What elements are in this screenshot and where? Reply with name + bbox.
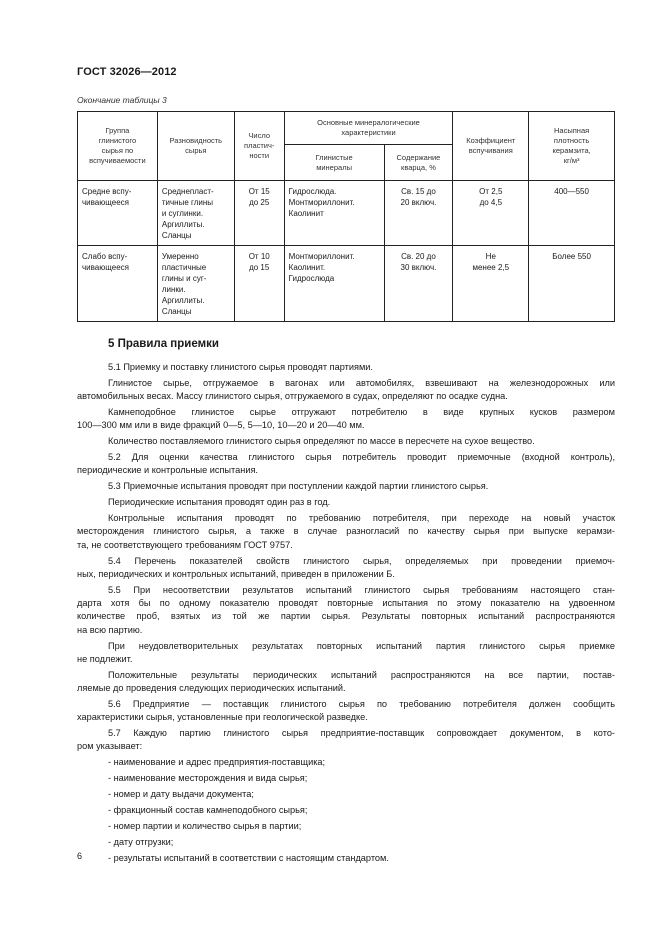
cell-line: Сланцы	[161, 307, 192, 316]
cell-line: Более 550	[552, 252, 591, 261]
text-line: 5.5 При несоответствии результатов испытаний глинистого сырья требованиям настоящего стан-	[108, 584, 615, 595]
section-title: 5 Правила приемки	[108, 338, 219, 350]
text-line: ляемые до проведения следующих периодических испытаний.	[77, 683, 346, 694]
text-line: - дату отгрузки;	[108, 836, 174, 847]
document-header: ГОСТ 32026—2012	[77, 66, 177, 78]
cell-line: Св. 20 до	[401, 252, 436, 261]
cell-line: характеристики	[341, 128, 396, 137]
cell-line: От 2,5	[479, 187, 503, 196]
text-line: 5.6 Предприятие — поставщик глинистого сырья по требованию потребителя должен сообщить	[108, 698, 615, 709]
cell-line: Аргиллиты.	[161, 296, 205, 305]
text-line: месторождения глинистого сырья, а также в случае разногласий по качеству сырья при выпуске керамзи-	[77, 526, 615, 537]
cell-line: Аргиллиты.	[161, 220, 205, 229]
text-line: Периодические испытания проводят один раз в год.	[108, 497, 331, 508]
cell-group	[78, 246, 158, 322]
text-line: дарта хотя бы по одному показателю проводят повторные испытания по этому показателю на удвоенном	[77, 598, 615, 609]
cell-clay-minerals	[284, 246, 384, 322]
text-line: количестве проб, взятых из той же партии сырья. Результаты повторных испытаний распространяются	[77, 611, 615, 622]
cell-coefficient	[453, 246, 529, 322]
cell-line: 20 включ.	[400, 198, 437, 207]
header-variety	[157, 112, 234, 181]
table-caption: Окончание таблицы 3	[77, 95, 167, 105]
text-line: Глинистое сырье, отгружаемое в вагонах или автомобилях, взвешивают на железнодорожных или	[108, 377, 615, 388]
text-line: 5.2 Для оценки качества глинистого сырья потребитель проводит приемочные (входной контроль),	[108, 452, 615, 463]
cell-line: 400—550	[554, 187, 589, 196]
cell-line: Гидрослюда	[288, 274, 335, 283]
cell-line: тичные глины	[161, 198, 214, 207]
cell-line: Не	[485, 252, 496, 261]
cell-line: Умеренно	[161, 252, 199, 261]
cell-line: Монтмориллонит.	[288, 252, 355, 261]
cell-line: сырья по	[101, 146, 134, 155]
cell-variety	[157, 246, 234, 322]
header-coefficient	[453, 112, 529, 181]
text-line: та, не соответствующего требованиям ГОСТ 9757.	[77, 539, 293, 550]
cell-line: Сланцы	[161, 231, 192, 240]
cell-line: глинистого	[98, 136, 137, 145]
cell-line: вспучиваемости	[89, 156, 146, 165]
table-row	[78, 246, 615, 322]
text-line: автомобильных весах. Массу глинистого сырья, отгружаемого в судах, определяют по осадке судна.	[77, 391, 508, 402]
cell-line: глины и суг-	[161, 274, 207, 283]
cell-line: От 15	[248, 187, 270, 196]
cell-line: Насыпная	[554, 126, 590, 135]
cell-line: Средне вспу-	[82, 187, 132, 196]
text-line: - наименование и адрес предприятия-поставщика;	[108, 757, 326, 768]
cell-line: Группа	[105, 126, 130, 135]
text-line: Контрольные испытания проводят по требованию потребителя, при переходе на новый участок	[108, 513, 615, 524]
text-line: характеристики сырья, установленные при геологической разведке.	[77, 712, 368, 723]
text-line: ром указывает:	[77, 741, 143, 752]
cell-line: до 4,5	[479, 198, 503, 207]
cell-line: Среднепласт-	[161, 187, 214, 196]
text-line: Камнеподобное глинистое сырье отгружают потребителю в виде крупных кусков размером	[108, 407, 615, 418]
cell-line: ности	[249, 151, 270, 160]
cell-line: минералы	[316, 162, 352, 172]
cell-plasticity	[234, 181, 284, 246]
cell-plasticity	[234, 246, 284, 322]
cell-group	[78, 181, 158, 246]
text-line: - фракционный состав камнеподобного сырья;	[108, 805, 308, 815]
cell-line: Каолинит.	[288, 263, 326, 272]
header-density	[529, 112, 615, 181]
cell-line: Глинистые	[315, 152, 353, 162]
cell-density	[529, 246, 615, 322]
text-line: - номер партии и количество сырья в партии;	[108, 820, 302, 831]
text-line: Количество поставляемого глинистого сырья определяют по массе в пересчете на сухое вещество.	[108, 436, 535, 447]
cell-line: Монтмориллонит.	[288, 198, 355, 207]
page-number: 6	[77, 851, 83, 861]
cell-density	[529, 181, 615, 246]
text-line: При неудовлетворительных результатах повторных испытаний партия глинистого сырья приемке	[108, 640, 615, 651]
text-line: ных, периодических и контрольных испытаний, приведен в приложении Б.	[77, 568, 395, 579]
cell-line: Слабо вспу-	[82, 252, 128, 261]
cell-line: Гидрослюда.	[288, 187, 337, 196]
cell-line: керамзита,	[552, 146, 591, 155]
cell-line: Разновидность	[169, 136, 223, 145]
cell-line: 30 включ.	[400, 263, 437, 272]
cell-quartz	[384, 181, 453, 246]
text-line: 5.7 Каждую партию глинистого сырья предприятие-поставщик сопровождает документом, в кото-	[108, 728, 615, 739]
text-line: - результаты испытаний в соответствии с настоящим стандартом.	[108, 852, 389, 863]
cell-line: до 15	[249, 263, 270, 272]
table-row	[78, 181, 615, 246]
text-line: 5.4 Перечень показателей свойств глинистого сырья, определяемых при проведении приемоч-	[108, 555, 615, 566]
text-line: периодические и контрольные испытания.	[77, 465, 258, 476]
section-body	[77, 361, 615, 865]
cell-line: Содержание	[396, 152, 441, 162]
text-line: - номер и дату выдачи документа;	[108, 789, 254, 800]
header-group	[78, 112, 158, 181]
text-line: 5.3 Приемочные испытания проводят при поступлении каждой партии глинистого сырья.	[108, 481, 489, 492]
cell-line: Св. 15 до	[401, 187, 436, 196]
text-line: 100—300 мм или в виде фракций 0—5, 5—10, 10—20 и 20—40 мм.	[77, 420, 365, 431]
cell-line: Число	[248, 131, 270, 140]
header-quartz	[384, 145, 453, 181]
cell-line: до 25	[249, 198, 270, 207]
cell-line: Каолинит	[288, 209, 324, 218]
header-mineral-main	[284, 112, 453, 145]
cell-line: плотность	[553, 136, 590, 145]
cell-line: сырья	[185, 146, 207, 155]
text-line: на всю партию.	[77, 624, 143, 635]
cell-line: кварца, %	[401, 162, 436, 172]
cell-line: пластич-	[244, 141, 275, 150]
cell-line: менее 2,5	[472, 263, 510, 272]
cell-line: чивающееся	[82, 198, 129, 207]
cell-line: пластичные	[161, 263, 207, 272]
text-line: 5.1 Приемку и поставку глинистого сырья проводят партиями.	[108, 362, 373, 372]
table-3	[77, 111, 615, 322]
cell-clay-minerals	[284, 181, 384, 246]
header-clay-minerals	[284, 145, 384, 181]
cell-coefficient	[453, 181, 529, 246]
cell-line: Коэффициент	[466, 136, 516, 145]
cell-variety	[157, 181, 234, 246]
header-plasticity	[234, 112, 284, 181]
text-line: - наименование месторождения и вида сырья;	[108, 773, 308, 784]
cell-line: и суглинки.	[161, 209, 204, 218]
cell-line: Основные минералогические	[317, 118, 420, 127]
cell-line: кг/м³	[563, 156, 580, 165]
cell-line: чивающееся	[82, 263, 129, 272]
cell-line: От 10	[248, 252, 270, 261]
cell-line: линки.	[161, 285, 186, 294]
text-line: не подлежит.	[77, 653, 133, 664]
cell-line: вспучивания	[468, 146, 513, 155]
text-line: Положительные результаты периодических испытаний распространяются на все партии, постав-	[108, 669, 615, 680]
cell-quartz	[384, 246, 453, 322]
